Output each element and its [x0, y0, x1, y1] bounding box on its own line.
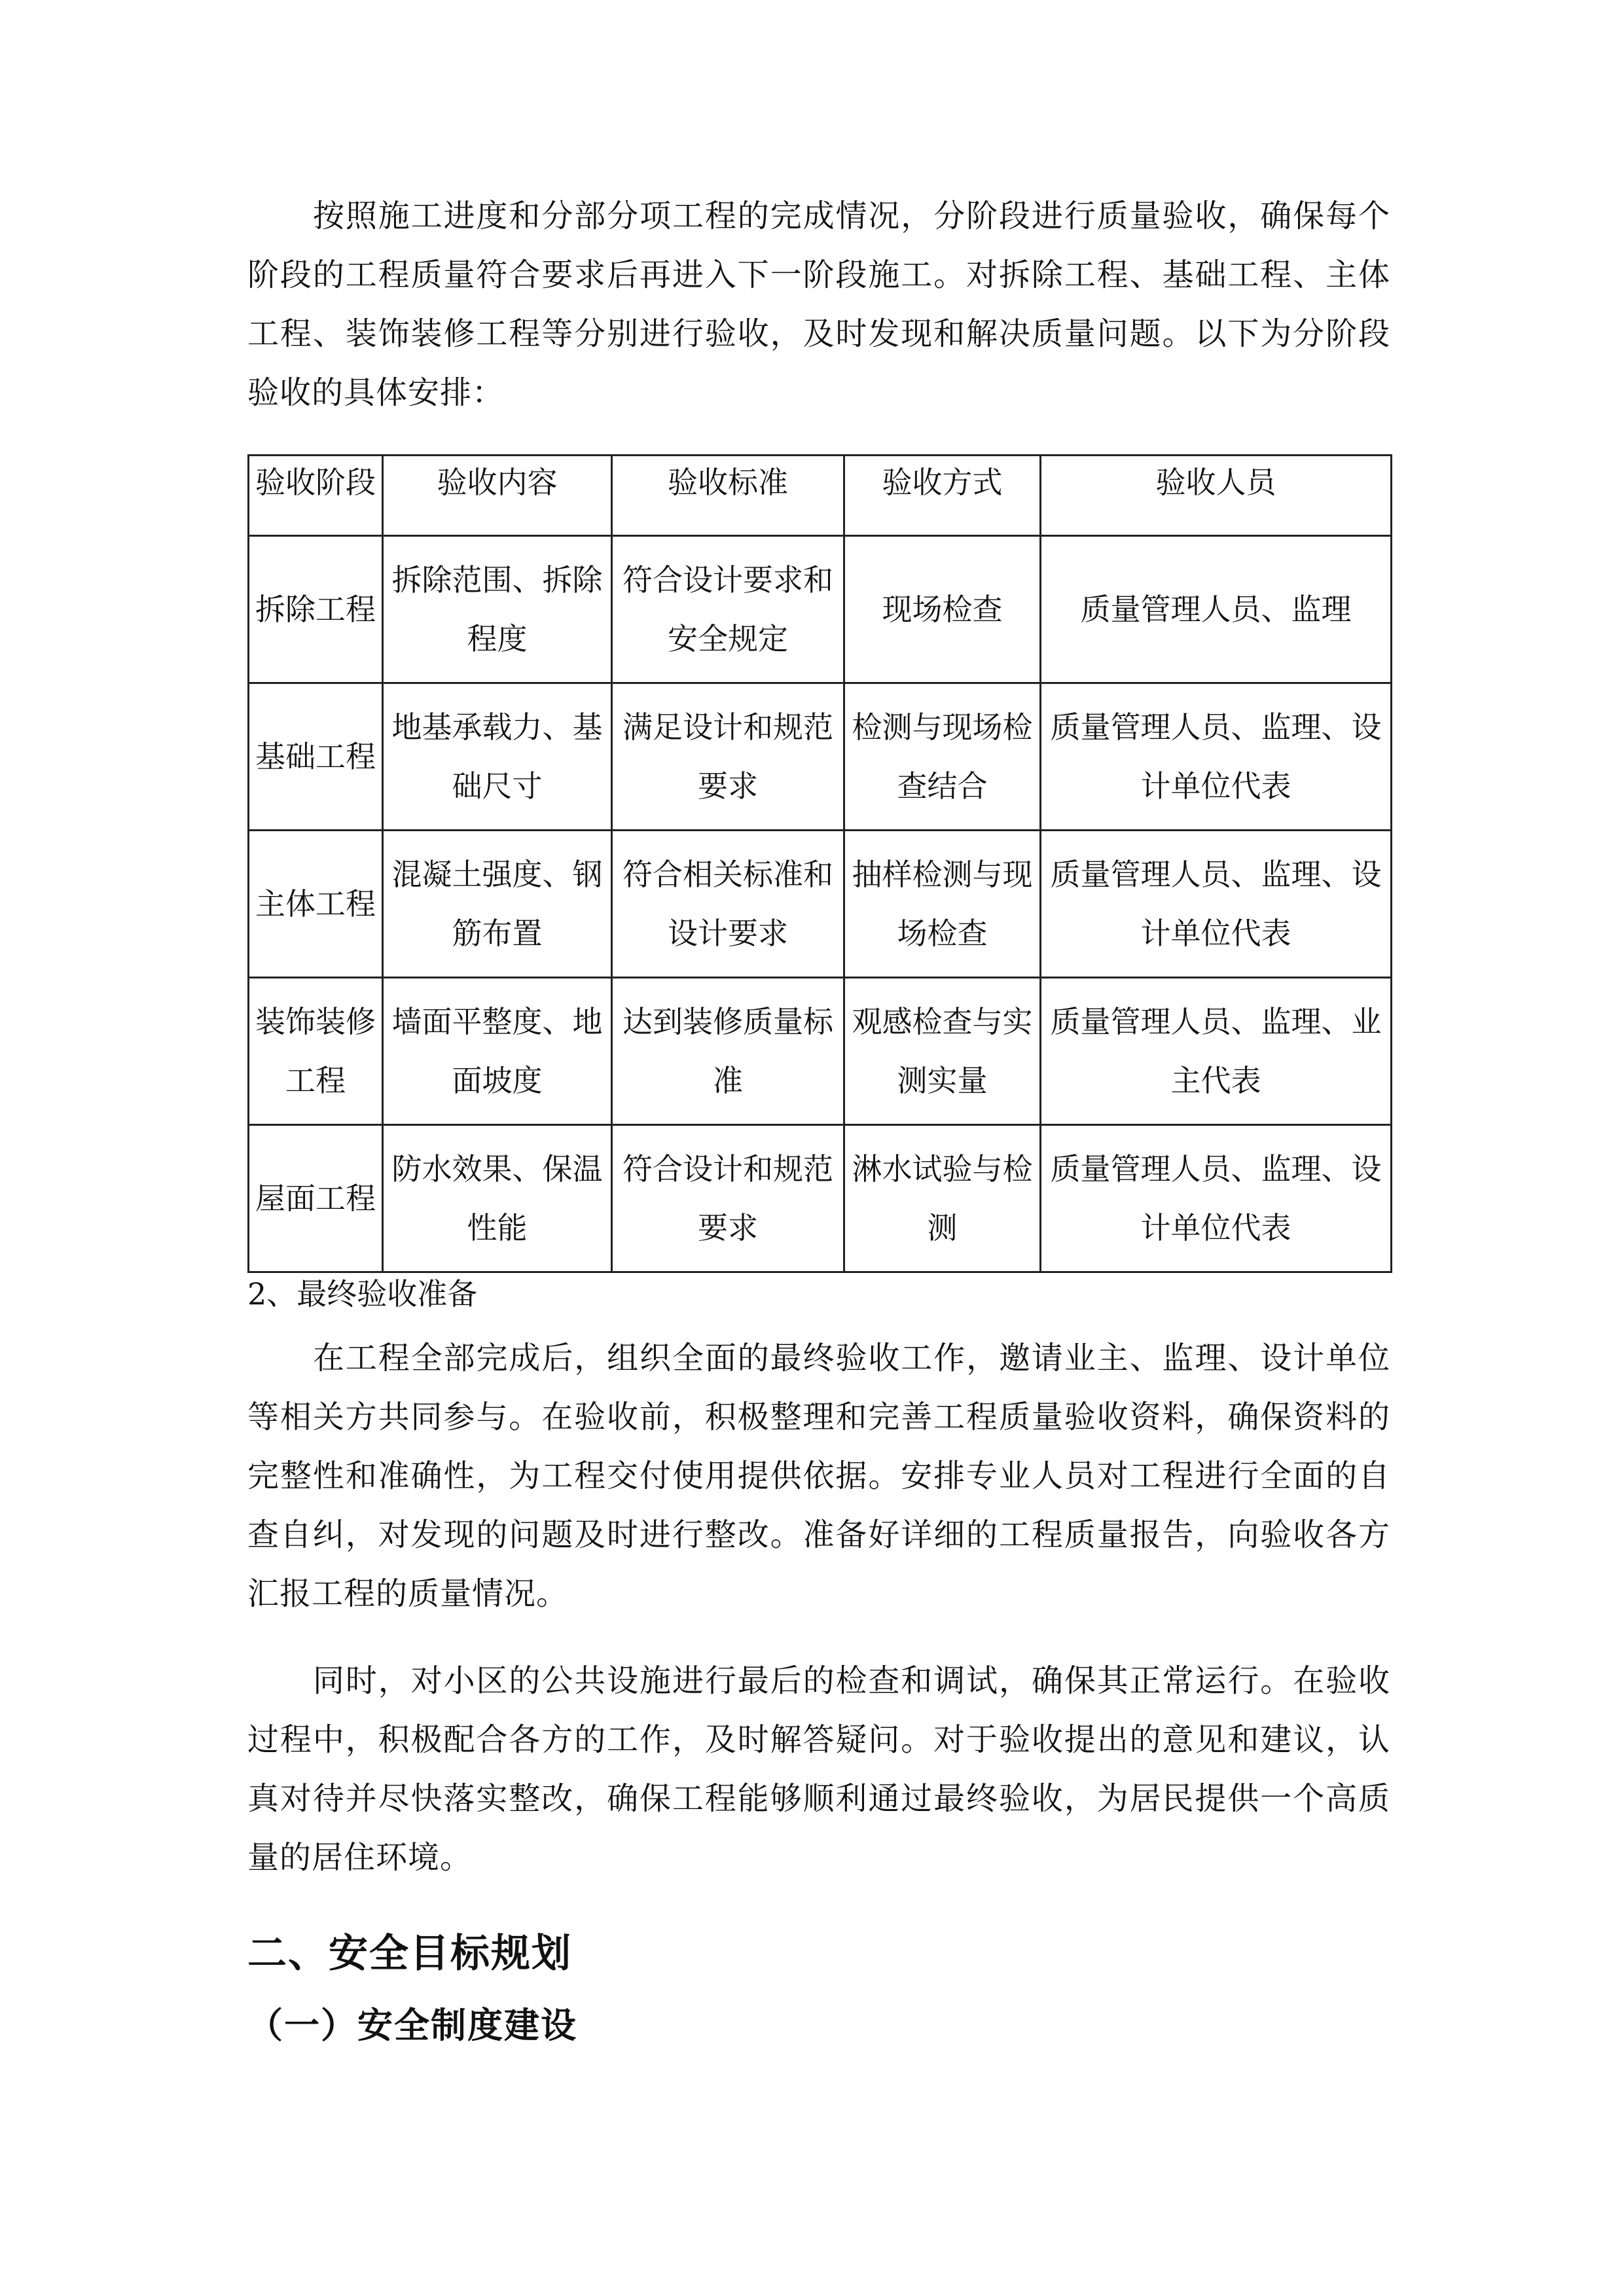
cell-method: 抽样检测与现场检查 — [844, 831, 1041, 978]
acceptance-table — [247, 454, 1392, 1273]
table-row — [249, 978, 1392, 1125]
header-method: 验收方式 — [844, 456, 1041, 536]
cell-content: 防水效果、保温性能 — [383, 1125, 612, 1272]
cell-standard: 符合设计要求和安全规定 — [612, 536, 844, 683]
header-content: 验收内容 — [383, 456, 612, 536]
cell-standard: 符合相关标准和设计要求 — [612, 831, 844, 978]
cell-method: 现场检查 — [844, 536, 1041, 683]
cell-stage: 装饰装修工程 — [249, 978, 383, 1125]
safety-goal-heading: 二、安全目标规划 — [247, 1931, 572, 1977]
intro-paragraph: 按照施工进度和分部分项工程的完成情况，分阶段进行质量验收，确保每个阶段的工程质量符合要求后再进入下一阶段施工。对拆除工程、基础工程、主体工程、装饰装修工程等分别进行验收，及时发现和解决质量问题。以下为分阶段验收的具体安排： — [247, 198, 1390, 411]
final-acceptance-subheading: 2、最终验收准备 — [247, 1276, 478, 1312]
cell-personnel: 质量管理人员、监理、设计单位代表 — [1041, 831, 1392, 978]
table-header-row — [249, 456, 1392, 536]
cell-stage: 主体工程 — [249, 831, 383, 978]
header-personnel: 验收人员 — [1041, 456, 1392, 536]
cell-content: 地基承载力、基础尺寸 — [383, 683, 612, 831]
cell-standard: 达到装修质量标准 — [612, 978, 844, 1125]
cell-standard: 符合设计和规范要求 — [612, 1125, 844, 1272]
table-row — [249, 683, 1392, 831]
cell-stage: 基础工程 — [249, 683, 383, 831]
table-row — [249, 1125, 1392, 1272]
cell-stage: 屋面工程 — [249, 1125, 383, 1272]
cell-personnel: 质量管理人员、监理 — [1041, 536, 1392, 683]
cell-personnel: 质量管理人员、监理、业主代表 — [1041, 978, 1392, 1125]
cell-content: 墙面平整度、地面坡度 — [383, 978, 612, 1125]
cell-personnel: 质量管理人员、监理、设计单位代表 — [1041, 1125, 1392, 1272]
final-acceptance-paragraph-1: 在工程全部完成后，组织全面的最终验收工作，邀请业主、监理、设计单位等相关方共同参与。在验收前，积极整理和完善工程质量验收资料，确保资料的完整性和准确性，为工程交付使用提供依据。安排专业人员对工程进行全面的自查自纠，对发现的问题及时进行整改。准备好详细的工程质量报告，向验收各方汇报工程的质量情况。 — [247, 1340, 1390, 1612]
cell-stage: 拆除工程 — [249, 536, 383, 683]
table-row — [249, 536, 1392, 683]
cell-method: 检测与现场检查结合 — [844, 683, 1041, 831]
cell-method: 淋水试验与检测 — [844, 1125, 1041, 1272]
cell-method: 观感检查与实测实量 — [844, 978, 1041, 1125]
safety-system-subheading: （一）安全制度建设 — [247, 2005, 577, 2046]
header-stage: 验收阶段 — [249, 456, 383, 536]
header-standard: 验收标准 — [612, 456, 844, 536]
cell-personnel: 质量管理人员、监理、设计单位代表 — [1041, 683, 1392, 831]
cell-standard: 满足设计和规范要求 — [612, 683, 844, 831]
cell-content: 混凝土强度、钢筋布置 — [383, 831, 612, 978]
cell-content: 拆除范围、拆除程度 — [383, 536, 612, 683]
final-acceptance-paragraph-2: 同时，对小区的公共设施进行最后的检查和调试，确保其正常运行。在验收过程中，积极配合各方的工作，及时解答疑问。对于验收提出的意见和建议，认真对待并尽快落实整改，确保工程能够顺利通过最终验收，为居民提供一个高质量的居住环境。 — [247, 1662, 1390, 1876]
table-row — [249, 831, 1392, 978]
